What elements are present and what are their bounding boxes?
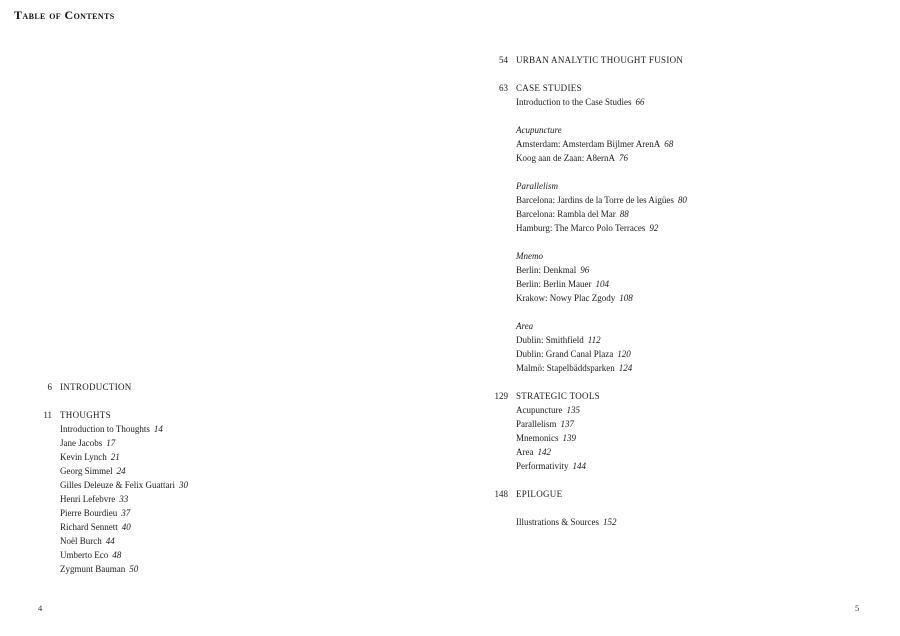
entry-page: 112 bbox=[587, 335, 601, 345]
group-label: Mnemo bbox=[516, 251, 543, 261]
entry-page: 44 bbox=[105, 536, 115, 546]
entry-page: 144 bbox=[572, 461, 586, 471]
toc-entry: Gilles Deleuze & Felix Guattari 30 bbox=[60, 480, 188, 490]
entry-page: 152 bbox=[603, 517, 617, 527]
entry-page: 142 bbox=[537, 447, 551, 457]
toc-entry: Area 142 bbox=[516, 447, 551, 457]
entry-page: 30 bbox=[178, 480, 188, 490]
toc-entry: Hamburg: The Marco Polo Terraces 92 bbox=[516, 223, 659, 233]
section-number: 6 bbox=[47, 382, 52, 392]
toc-entry: Acupuncture 135 bbox=[516, 405, 580, 415]
entry-page: 76 bbox=[618, 153, 628, 163]
left-page-contents bbox=[0, 380, 450, 590]
toc-entry: Richard Sennett 40 bbox=[60, 522, 131, 532]
entry-page: 24 bbox=[116, 466, 126, 476]
group-label: Acupuncture bbox=[516, 125, 562, 135]
right-page-contents bbox=[456, 53, 900, 543]
entry-page: 48 bbox=[112, 550, 122, 560]
toc-entry: Parallelism 137 bbox=[516, 419, 574, 429]
toc-entry: Mnemonics 139 bbox=[516, 433, 576, 443]
section-title: CASE STUDIES bbox=[516, 83, 582, 93]
section-title: THOUGHTS bbox=[60, 410, 111, 420]
toc-entry: Amsterdam: Amsterdam Bijlmer ArenA 68 bbox=[516, 139, 674, 149]
entry-page: 135 bbox=[566, 405, 580, 415]
page-title: Table of Contents bbox=[14, 8, 115, 22]
entry-page: 37 bbox=[121, 508, 131, 518]
section-title: EPILOGUE bbox=[516, 489, 563, 499]
toc-group-mnemo bbox=[516, 249, 900, 305]
entry-page: 139 bbox=[562, 433, 576, 443]
entry-page: 50 bbox=[129, 564, 139, 574]
section-number: 148 bbox=[494, 489, 508, 499]
toc-entry: Jane Jacobs 17 bbox=[60, 438, 116, 448]
entry-page: 108 bbox=[619, 293, 633, 303]
entry-page: 96 bbox=[580, 265, 590, 275]
toc-entry: Noël Burch 44 bbox=[60, 536, 115, 546]
toc-entry: Illustrations & Sources 152 bbox=[516, 517, 617, 527]
toc-entry: Pierre Bourdieu 37 bbox=[60, 508, 131, 518]
toc-entry: Barcelona: Rambla del Mar 88 bbox=[516, 209, 629, 219]
spacer bbox=[516, 501, 900, 515]
entry-page: 68 bbox=[664, 139, 674, 149]
entry-page: 14 bbox=[153, 424, 163, 434]
toc-entry: Georg Simmel 24 bbox=[60, 466, 126, 476]
entry-page: 21 bbox=[110, 452, 120, 462]
entry-page: 40 bbox=[121, 522, 131, 532]
toc-section-introduction bbox=[0, 380, 450, 394]
section-number: 54 bbox=[499, 55, 508, 65]
toc-group-parallelism bbox=[516, 179, 900, 235]
group-label: Parallelism bbox=[516, 181, 558, 191]
toc-section-strategic-tools bbox=[456, 389, 900, 473]
toc-section-case-studies bbox=[456, 81, 900, 375]
toc-entry: Introduction to Thoughts 14 bbox=[60, 424, 163, 434]
toc-entry: Henri Lefebvre 33 bbox=[60, 494, 129, 504]
toc-entry: Berlin: Berlin Mauer 104 bbox=[516, 279, 609, 289]
toc-section-urban-analytic bbox=[456, 53, 900, 67]
toc-group-area bbox=[516, 319, 900, 375]
section-title: INTRODUCTION bbox=[60, 382, 132, 392]
entry-page: 104 bbox=[595, 279, 609, 289]
toc-entry: Umberto Eco 48 bbox=[60, 550, 122, 560]
group-label: Area bbox=[516, 321, 534, 331]
toc-section-epilogue bbox=[456, 487, 900, 529]
toc-entry: Kevin Lynch 21 bbox=[60, 452, 120, 462]
section-number: 129 bbox=[494, 391, 508, 401]
toc-entry: Malmö: Stapelbäddsparken 124 bbox=[516, 363, 633, 373]
toc-entry: Dublin: Grand Canal Plaza 120 bbox=[516, 349, 631, 359]
toc-entry: Berlin: Denkmal 96 bbox=[516, 265, 590, 275]
page-number-right: 5 bbox=[855, 603, 860, 613]
section-number: 11 bbox=[43, 410, 52, 420]
section-title: STRATEGIC TOOLS bbox=[516, 391, 600, 401]
toc-entry: Introduction to the Case Studies 66 bbox=[516, 97, 645, 107]
entry-page: 33 bbox=[119, 494, 129, 504]
entry-page: 66 bbox=[635, 97, 645, 107]
entry-page: 88 bbox=[619, 209, 629, 219]
toc-entry: Barcelona: Jardins de la Torre de les Aigües 80 bbox=[516, 195, 687, 205]
entry-page: 80 bbox=[677, 195, 687, 205]
toc-group-acupuncture bbox=[516, 123, 900, 165]
entry-page: 137 bbox=[560, 419, 574, 429]
toc-entry: Koog aan de Zaan: A8ernA 76 bbox=[516, 153, 628, 163]
entry-page: 124 bbox=[618, 363, 633, 373]
entry-page: 17 bbox=[106, 438, 116, 448]
entry-page: 92 bbox=[649, 223, 659, 233]
toc-entry: Zygmunt Bauman 50 bbox=[60, 564, 139, 574]
toc-entry: Dublin: Smithfield 112 bbox=[516, 335, 601, 345]
toc-section-thoughts bbox=[0, 408, 450, 576]
entry-page: 120 bbox=[617, 349, 631, 359]
section-number: 63 bbox=[499, 83, 508, 93]
page-number-left: 4 bbox=[38, 603, 43, 613]
section-title: URBAN ANALYTIC THOUGHT FUSION bbox=[516, 55, 684, 65]
toc-entry: Performativity 144 bbox=[516, 461, 586, 471]
toc-entry: Krakow: Nowy Plac Zgody 108 bbox=[516, 293, 633, 303]
